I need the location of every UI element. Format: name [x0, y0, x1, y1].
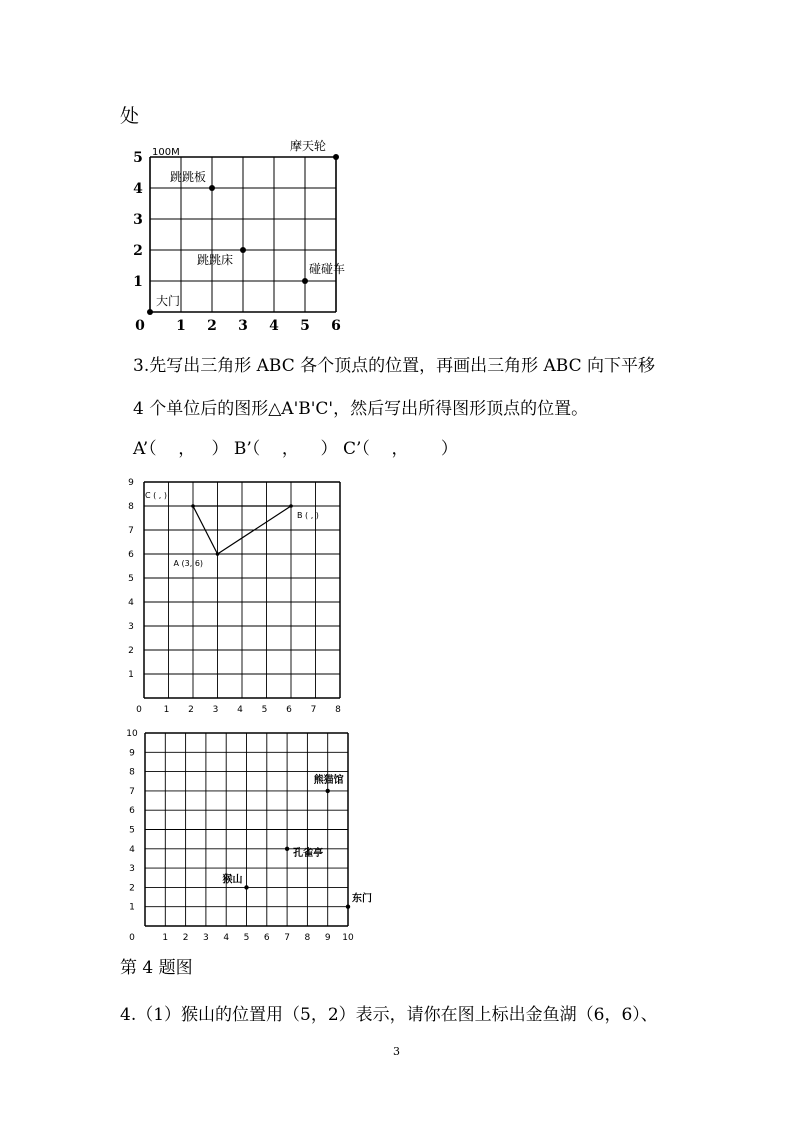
fig2-x-tick-label: 1	[163, 705, 170, 715]
figure-triangle-grid	[128, 478, 341, 715]
fig1-x-tick-label: 1	[176, 318, 186, 334]
fig1-y-tick-label: 4	[133, 181, 143, 197]
fig1-x-tick-label: 0	[135, 318, 145, 334]
fig1-y-tick-label: 1	[133, 274, 143, 290]
fig2-y-tick-label: 3	[128, 622, 134, 632]
fig1-y-tick-label: 3	[133, 212, 143, 228]
fig2-x-tick-label: 2	[188, 705, 194, 715]
fig3-place-label: 熊猫馆	[313, 774, 344, 786]
fig2-y-tick-label: 2	[128, 646, 134, 656]
fig3-y-tick-label: 6	[129, 806, 135, 817]
fig3-x-tick-label: 8	[304, 933, 311, 943]
question3-line2: 4 个单位后的图形△A'B'C'，然后写出所得图形顶点的位置。	[133, 399, 589, 419]
fig3-x-tick-label: 0	[129, 933, 135, 943]
fig3-y-tick-label: 9	[129, 748, 135, 759]
fig1-place-label: 跳跳板	[170, 170, 207, 184]
fig1-x-tick-label: 3	[238, 318, 248, 334]
fig2-x-tick-label: 6	[286, 705, 292, 715]
fig3-x-tick-label: 1	[162, 933, 169, 943]
fig1-place-label: 跳跳床	[197, 253, 234, 267]
fig1-place-dot	[240, 247, 246, 253]
fig1-place-dot	[333, 154, 339, 160]
fig3-place-dot	[326, 789, 330, 793]
figure-park-map	[133, 138, 345, 334]
figure3-caption: 第 4 题图	[120, 958, 193, 978]
fig2-x-tick-label: 8	[335, 705, 341, 715]
fig3-x-tick-label: 7	[284, 933, 290, 943]
fig2-y-tick-label: 6	[128, 550, 134, 560]
fig3-y-tick-label: 7	[129, 786, 135, 797]
fig2-vertex-label: C ( , )	[145, 491, 167, 500]
fig3-x-tick-label: 5	[243, 933, 250, 943]
fig3-place-dot	[244, 885, 248, 889]
fig2-x-tick-label: 5	[261, 705, 268, 715]
fig2-vertex-label: B ( , )	[297, 511, 319, 520]
fig3-x-tick-label: 3	[203, 933, 209, 943]
fig2-y-tick-label: 9	[128, 478, 134, 488]
fig3-y-tick-label: 1	[129, 902, 135, 913]
fig2-vertex-dot	[216, 552, 220, 556]
fig3-y-tick-label: 3	[129, 864, 135, 875]
fig1-x-tick-label: 5	[300, 318, 310, 334]
fig2-y-tick-label: 7	[128, 526, 134, 536]
fig1-place-dot	[147, 309, 153, 315]
fig3-x-tick-label: 9	[324, 933, 331, 943]
fig2-y-tick-label: 4	[128, 598, 134, 608]
fig2-y-tick-label: 1	[128, 670, 134, 680]
fig3-place-dot	[285, 847, 289, 851]
fig3-y-tick-label: 5	[129, 825, 135, 836]
fig3-x-tick-label: 6	[263, 933, 270, 943]
fig3-y-tick-label: 4	[129, 844, 135, 855]
fig1-place-label: 碰碰车	[309, 262, 346, 276]
fig3-place-label: 孔雀亭	[293, 847, 324, 859]
fig3-y-tick-label: 10	[126, 729, 138, 739]
fig2-y-tick-label: 8	[128, 502, 134, 512]
fig3-place-label: 猴山	[222, 874, 243, 886]
fig1-x-tick-label: 2	[207, 318, 217, 334]
fig1-x-tick-label: 6	[331, 318, 341, 334]
fig2-x-tick-label: 0	[136, 705, 142, 715]
fig1-y-tick-label: 2	[133, 243, 143, 259]
fig3-x-tick-label: 2	[182, 933, 189, 943]
fig2-x-tick-label: 4	[237, 705, 243, 715]
question3-answers: A’（ ， ） B’（ ， ） C’（ ， ）	[133, 439, 458, 459]
fig2-vertex-label: A (3, 6)	[173, 559, 204, 568]
fig3-y-tick-label: 8	[129, 767, 135, 778]
fig2-y-tick-label: 5	[128, 574, 134, 584]
fig3-x-tick-label: 10	[342, 933, 354, 943]
fig3-x-tick-label: 4	[223, 933, 230, 943]
fig2-x-tick-label: 3	[212, 705, 219, 715]
question3-line1: 3.先写出三角形 ABC 各个顶点的位置，再画出三角形 ABC 向下平移	[133, 356, 656, 376]
fig1-place-dot	[302, 278, 308, 284]
fig2-x-tick-label: 7	[310, 705, 317, 715]
fig1-place-label: 大门	[156, 294, 181, 308]
fig2-vertex-dot	[289, 504, 293, 508]
fig1-place-label: 摩天轮	[290, 139, 327, 153]
fig1-place-dot	[209, 185, 215, 191]
fig2-vertex-dot	[191, 504, 195, 508]
fig3-place-label: 东门	[352, 893, 372, 905]
fig1-x-tick-label: 4	[269, 318, 279, 334]
fig3-place-dot	[346, 905, 350, 909]
fig1-y-tick-label: 5	[133, 150, 143, 166]
figure-zoo-map	[126, 729, 372, 943]
top-char: 处	[120, 105, 140, 127]
fig3-y-tick-label: 2	[129, 883, 135, 894]
question4-text: 4.（1）猴山的位置用（5，2）表示，请你在图上标出金鱼湖（6，6）、	[120, 1005, 658, 1025]
fig1-unit-label: 100M	[152, 147, 180, 158]
page-number: 3	[393, 1045, 400, 1058]
